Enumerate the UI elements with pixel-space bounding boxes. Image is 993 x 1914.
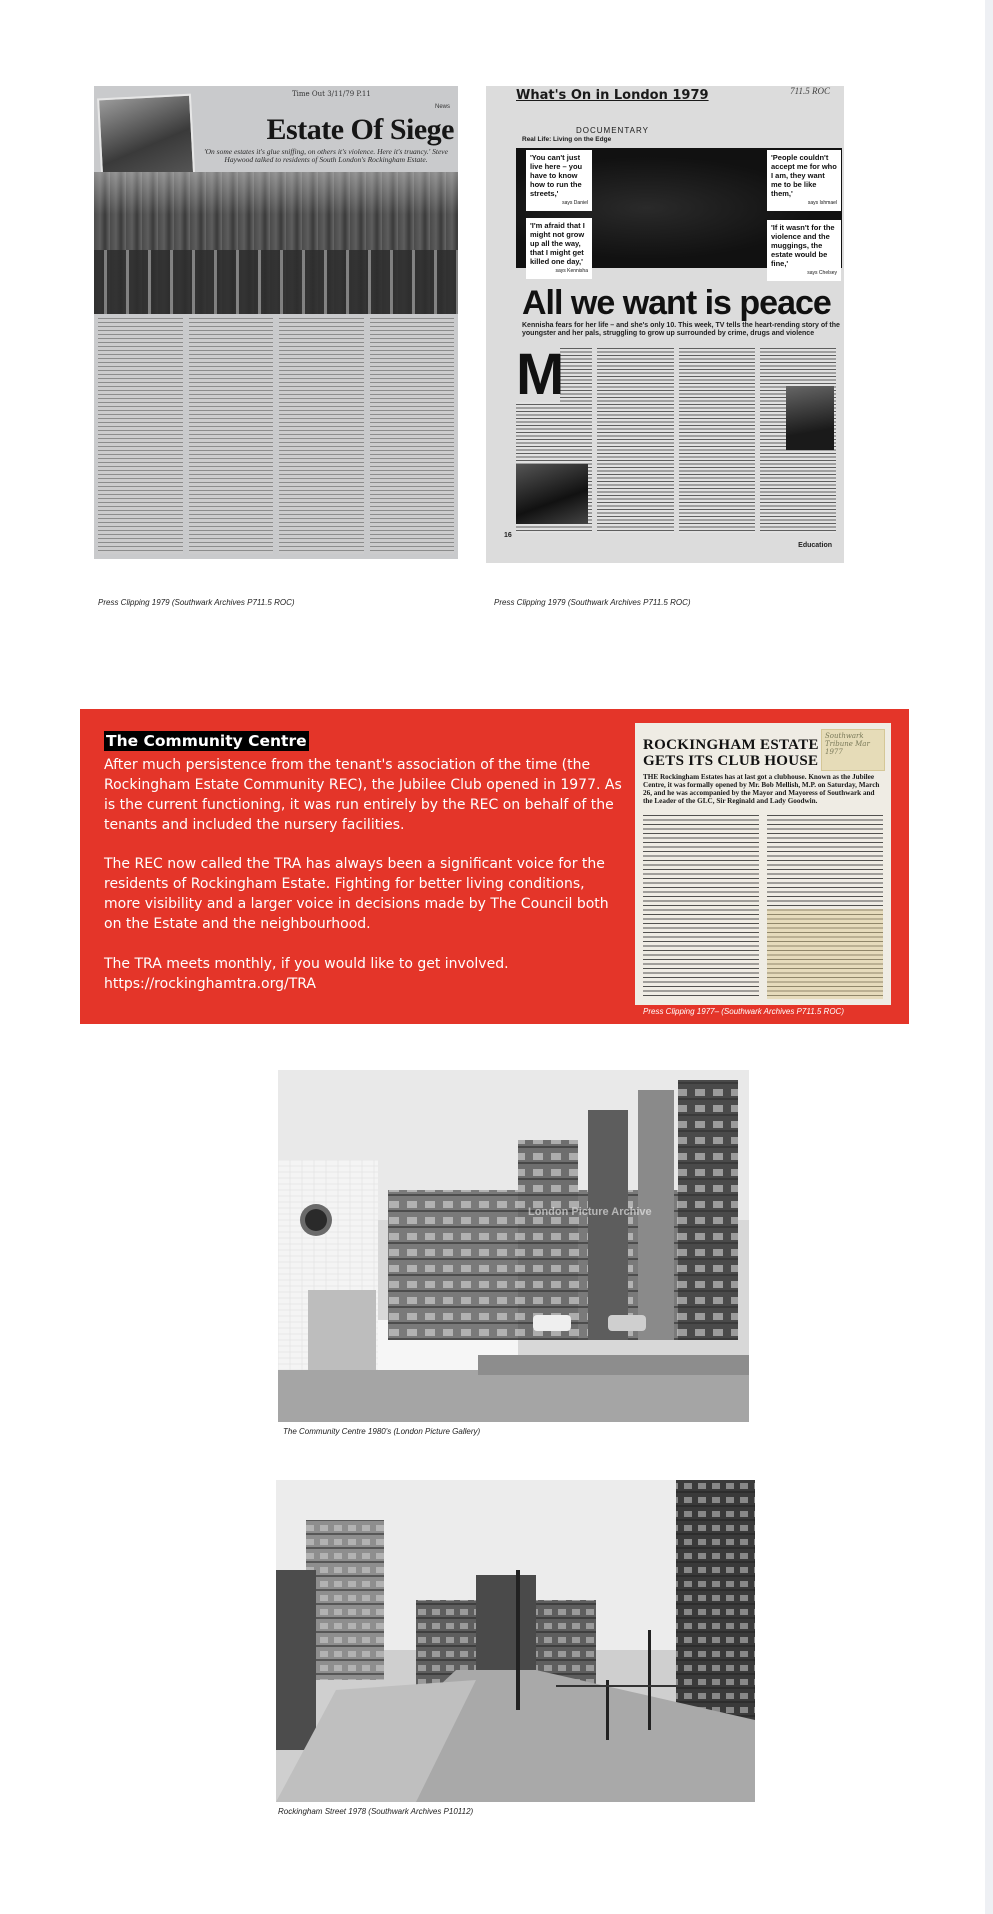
quote-attribution: says Daniel	[562, 200, 588, 206]
text-column	[370, 318, 455, 554]
text-column	[279, 318, 364, 554]
text-column	[643, 815, 759, 999]
quote-text: 'I'm afraid that I might not grow up all the way, that I might get killed one day,'	[530, 221, 585, 266]
panel-paragraph: The REC now called the TRA has always been a significant voice for the residents of Rockingham Estate. Fighting for better living conditions, more visibility and a larger voice in decisions made by The Council both on the Estate and the neighbourhood.	[104, 856, 609, 932]
press-clipping-all-we-want-is-peace	[486, 86, 844, 563]
tra-website-link[interactable]: https://rockinghamtra.org/TRA	[104, 976, 316, 992]
clipping-quote	[767, 220, 841, 281]
rockingham-street-photo	[276, 1480, 755, 1802]
photo-caption: Rockingham Street 1978 (Southwark Archives P10112)	[278, 1807, 474, 1816]
quote-text: 'People couldn't accept me for who I am, they want me to be like them,'	[771, 153, 837, 198]
quote-attribution: says Ishmael	[807, 200, 837, 206]
clipping-masthead: What's On in London 1979	[516, 88, 709, 103]
clipping-page-number: 16	[504, 532, 512, 539]
clipping-handwritten-stamp: Southwark Tribune Mar 1977	[821, 729, 885, 771]
press-clipping-estate-of-siege	[94, 86, 458, 559]
clipping-caption: Press Clipping 1979 (Southwark Archives P711.5 ROC)	[98, 598, 295, 607]
quote-text: 'If it wasn't for the violence and the muggings, the estate would be fine,'	[771, 223, 835, 268]
clipping-body-text	[98, 318, 454, 554]
clipping-quote	[767, 150, 841, 211]
photo-caption: The Community Centre 1980's (London Picture Gallery)	[283, 1427, 481, 1436]
press-clipping-club-house	[635, 723, 891, 1005]
panel-paragraph	[104, 954, 624, 994]
clipping-estate-aerial-photo	[94, 172, 458, 314]
text-column	[597, 348, 673, 533]
rockingham-street-photo-svg	[276, 1480, 755, 1802]
quote-text: 'You can't just live here – you have to know how to run the streets,'	[530, 153, 583, 198]
text-column	[189, 318, 274, 554]
clipping-caption: Press Clipping 1979 (Southwark Archives P711.5 ROC)	[494, 598, 691, 607]
clipping-inset-photo	[516, 464, 588, 524]
clipping-handwritten-reference: 711.5 ROC	[790, 86, 830, 96]
scrollbar-track[interactable]	[985, 0, 993, 1914]
clipping-paper-stain	[767, 909, 883, 999]
text-column	[679, 348, 755, 533]
clipping-intro: THE Rockingham Estates has at last got a clubhouse. Known as the Jubilee Centre, it was formally opened by Mr. Bob Mellish, M.P. on Saturday, March 26, and he was accompanied by the Mayor and Mayoress of Southwark and the Leader of the GLC, Sir Reginald and Lady Goodwin.	[643, 773, 880, 805]
community-centre-photo	[278, 1070, 749, 1422]
text-column	[98, 318, 183, 554]
quote-attribution: says Kennisha	[555, 268, 588, 274]
clipping-quote	[526, 218, 592, 279]
community-centre-panel	[80, 709, 909, 1024]
clipping-quote	[526, 150, 592, 211]
clipping-doc-label: DOCUMENTARY	[576, 126, 649, 135]
clipping-caption: Press Clipping 1977– (Southwark Archives P711.5 ROC)	[643, 1007, 844, 1016]
community-centre-photo-svg	[278, 1070, 749, 1422]
clipping-series-label: Real Life: Living on the Edge	[522, 136, 612, 143]
clipping-section-label: News	[434, 104, 450, 110]
clipping-headline: All we want is peace	[522, 284, 831, 322]
clipping-body-text	[643, 815, 883, 999]
clipping-headline: Estate Of Siege	[266, 113, 454, 146]
clipping-standfirst: Kennisha fears for her life – and she's only 10. This week, TV tells the heart-rending story of the youngster and her pals, struggling to grow up surrounded by crime, drugs and violence	[522, 322, 840, 337]
clipping-inset-photo	[786, 386, 834, 450]
panel-heading: The Community Centre	[106, 732, 307, 750]
panel-paragraph-text: The TRA meets monthly, if you would like to get involved.	[104, 956, 509, 972]
photo-watermark: London Picture Archive	[528, 1206, 652, 1218]
quote-attribution: says Chelsey	[807, 270, 837, 276]
clipping-handwritten-stamp: Time Out 3/11/79 P.11	[292, 90, 371, 98]
clipping-headline: ROCKINGHAM ESTATE GETS ITS CLUB HOUSE	[643, 737, 819, 769]
clipping-dropcap: M	[516, 342, 565, 407]
clipping-section-footer: Education	[798, 542, 832, 549]
clipping-byline: 'On some estates it's glue sniffing, on others it's violence. Here it's truancy.' Steve Haywood talked to residents of South London's Rockingham Estate.	[204, 147, 448, 164]
panel-paragraph: After much persistence from the tenant's association of the time (the Rockingham Estate Community REC), the Jubilee Club opened in 1977. As is the current functioning, it was run entirely by the REC on behalf of the tenants and included the nursery facilities.	[104, 757, 622, 833]
